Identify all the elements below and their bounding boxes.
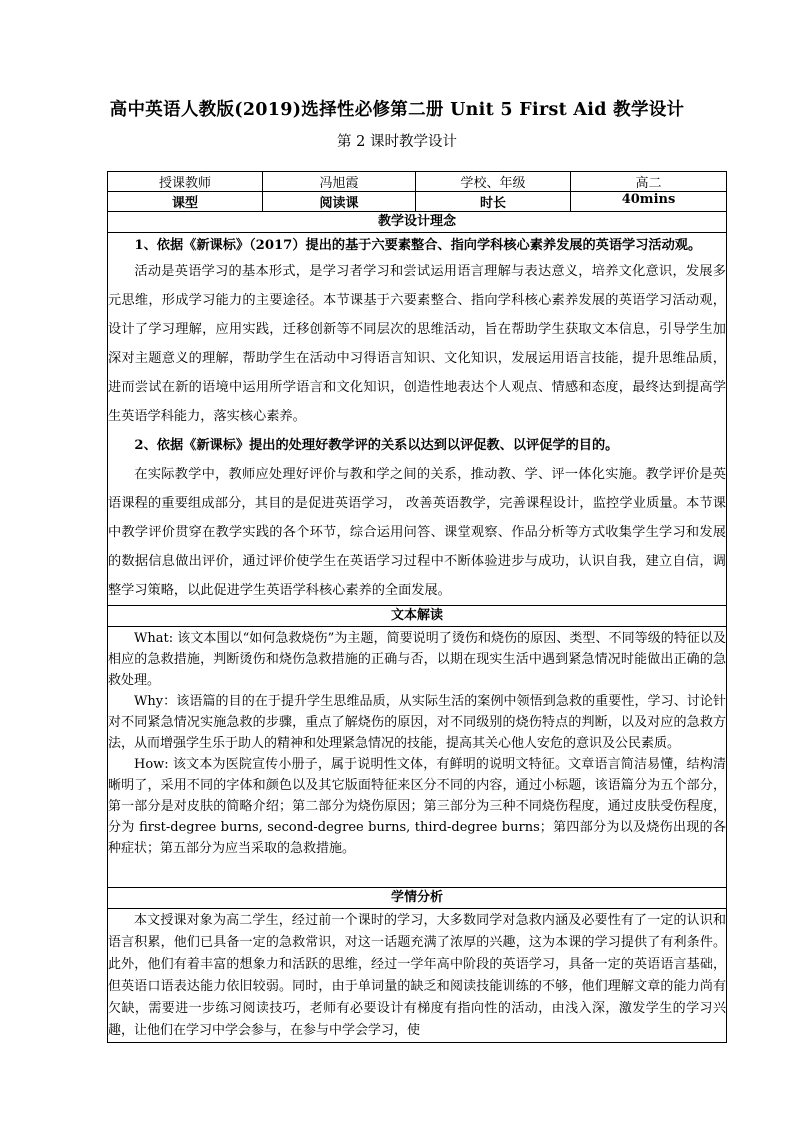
analysis-section-title: 学情分析 [108, 888, 727, 909]
concept-point-1: 1、依据《新课标》（2017）提出的基于六要素整合、指向学科核心素养发展的英语学习活动观。 [134, 238, 702, 253]
text-how-paragraph: How: 该文本为医院宣传小册子，属于说明性文体，有鲜明的说明文特征。文章语言简洁易懂，结构清晰明了，采用不同的字体和颜色以及其它版面特征来区分不同的内容，通过小标题，该语篇分为五个部分，第一部分是对皮肤的简略介绍；第二部分为烧伤原因；第三部分为三种不同烧伤程度，通过皮肤受伤程度，分为 first-degree burns, second-degree burns, third-degree burns；第四部分为以及烧伤出现的各种症状；第五部分为应当采取的急救措施。 [108, 757, 726, 856]
lesson-type-label: 课型 [108, 192, 263, 212]
concept-section-title: 教学设计理念 [108, 212, 727, 233]
concept-body [108, 233, 727, 606]
concept-paragraph-2: 在实际教学中，教师应处理好评价与教和学之间的关系，推动教、学、评一体化实施。教学评价是英语课程的重要组成部分，其目的是促进英语学习， 改善英语教学，完善课程设计，监控学业质量。本节课中教学评价贯穿在教学实践的各个环节，综合运用问答、课堂观察、作品分析等方式收集学生学习和发展的数据信息做出评价，通过评价使学生在英语学习过程中不断体验进步与成功，认识自我，建立自信，调整学习策略，以此促进学生英语学科核心素养的全面发展。 [108, 467, 726, 598]
lesson-plan-table [107, 171, 727, 1043]
text-body-row [108, 627, 727, 888]
text-why-paragraph: Why：该语篇的目的在于提升学生思维品质，从实际生活的案例中领悟到急救的重要性，学习、讨论针对不同紧急情况实施急救的步骤，重点了解烧伤的原因，对不同级别的烧伤特点的判断，以及对应的急救方法，从而增强学生乐于助人的精神和处理紧急情况的技能，提高其关心他人安危的意识及公民素质。 [108, 694, 726, 751]
info-row-1 [108, 172, 727, 192]
text-body [108, 627, 727, 888]
analysis-body [108, 909, 727, 1043]
concept-point-2: 2、依据《新课标》提出的处理好教学评的关系以达到以评促教、以评促学的目的。 [134, 438, 619, 453]
document-subtitle: 第 2 课时教学设计 [337, 134, 457, 150]
text-what-paragraph: What: 该文本围以“如何急救烧伤”为主题，简要说明了烫伤和烧伤的原因、类型、不同等级的特征以及相应的急救措施，判断烫伤和烧伤急救措施的正确与否，以期在现实生活中遇到紧急情况时能做出正确的急救处理。 [108, 631, 726, 688]
concept-body-row [108, 233, 727, 606]
duration-label: 时长 [416, 192, 571, 212]
teacher-value: 冯旭霞 [263, 172, 416, 192]
school-grade-value: 高二 [571, 172, 727, 192]
analysis-paragraph: 本文授课对象为高二学生，经过前一个课时的学习，大多数同学对急救内涵及必要性有了一定的认识和语言积累，他们已具备一定的急救常识，对这一话题充满了浓厚的兴趣，这为本课的学习提供了有利条件。此外，他们有着丰富的想象力和活跃的思维，经过一学年高中阶段的英语学习，具备一定的英语语言基础，但英语口语表达能力依旧较弱。同时，由于单词量的缺乏和阅读技能训练的不够，他们理解文章的能力尚有欠缺，需要进一步练习阅读技巧，老师有必要设计有梯度有指向性的活动，由浅入深，激发学生的学习兴趣，让他们在学习中学会参与，在参与中学会学习，使 [108, 913, 726, 1038]
lesson-type-value: 阅读课 [263, 192, 416, 212]
teacher-label: 授课教师 [108, 172, 263, 192]
duration-value: 40mins [571, 192, 727, 212]
analysis-header-row [108, 888, 727, 909]
text-section-title: 文本解读 [108, 606, 727, 627]
analysis-body-row [108, 909, 727, 1043]
concept-paragraph-1: 活动是英语学习的基本形式，是学习者学习和尝试运用语言理解与表达意义，培养文化意识，发展多元思维，形成学习能力的主要途径。本节课基于六要素整合、指向学科核心素养发展的英语学习活动观，设计了学习理解，应用实践，迁移创新等不同层次的思维活动，旨在帮助学生获取文本信息，引导学生加深对主题意义的理解，帮助学生在活动中习得语言知识、文化知识，发展运用语言技能，提升思维品质，进而尝试在新的语境中运用所学语言和文化知识，创造性地表达个人观点、情感和态度，最终达到提高学生英语学科能力，落实核心素养。 [108, 264, 726, 424]
info-row-2 [108, 192, 727, 212]
concept-header-row [108, 212, 727, 233]
school-grade-label: 学校、年级 [416, 172, 571, 192]
document-title: 高中英语人教版(2019)选择性必修第二册 Unit 5 First Aid 教学设计 [109, 100, 685, 120]
text-header-row [108, 606, 727, 627]
